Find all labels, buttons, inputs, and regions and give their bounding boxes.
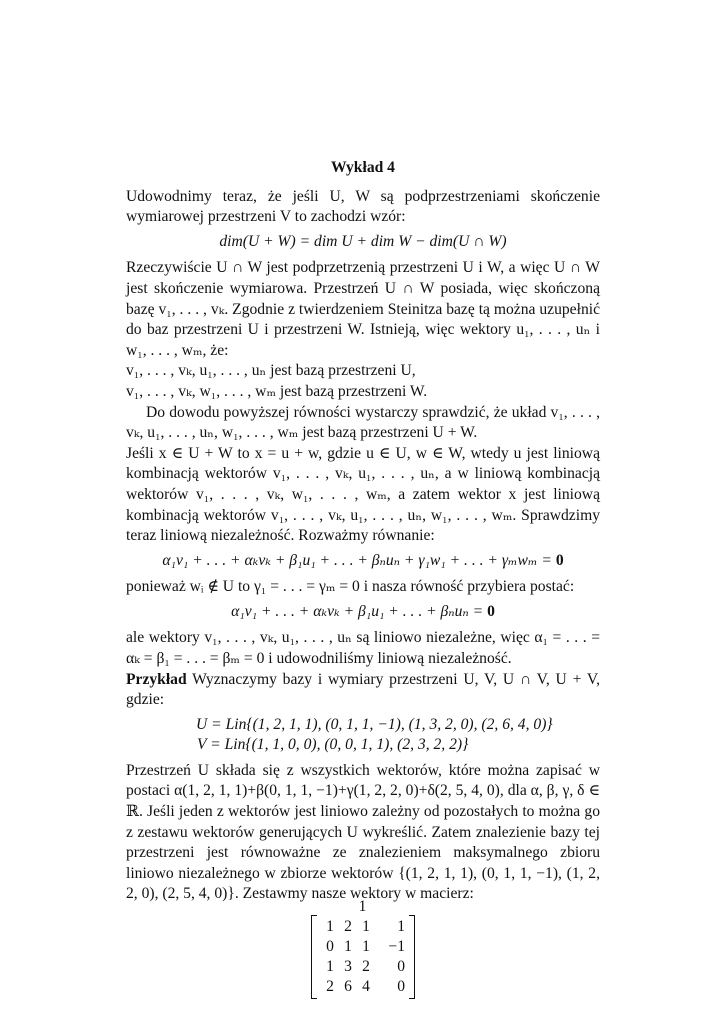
space-v-definition: V = Lin{(1, 1, 0, 0), (0, 0, 1, 1), (2, 3, 2, 2)} <box>197 735 469 753</box>
matrix-row <box>321 957 405 977</box>
linear-combination-equation <box>126 551 600 572</box>
dimension-formula: dim(U + W) = dim U + dim W − dim(U ∩ W) <box>219 232 507 250</box>
zero-vector-2: 0 <box>487 602 495 620</box>
matrix-cell: 1 <box>362 918 370 935</box>
example-explanation: Przestrzeń U składa się z wszystkich wektorów, które można zapisać w postaci α(1, 2, 1, 1)+β(0, 1, 1, −1)+γ(1, 2, 2, 0)+δ(2, 5, 4, 0), dla α, β, γ, δ ∈ ℝ. Jeśli jeden z wektorów jest liniowo zależny od pozostałych to można go z zestawu wektorów generujących U wykreślić. Zatem znalezienie bazy tej przestrzeni jest równoważne ze znalezieniem maksymalnego zbioru liniowo niezależnego w zbiorze wektorów {(1, 2, 1, 1), (0, 1, 1, −1), (1, 2, 2, 0), (2, 5, 4, 0)}. Zestawmy nasze wektory w macierz: <box>126 761 600 903</box>
proof-paragraph-4: ponieważ wᵢ ∉ U to γ₁ = . . . = γₘ = 0 i nasza równość przybiera postać: <box>126 578 575 596</box>
example-label: Przykład <box>126 670 187 688</box>
matrix-cell: 1 <box>397 918 405 935</box>
page-number: 1 <box>358 898 367 915</box>
matrix-row <box>321 917 405 937</box>
matrix-container <box>126 915 600 999</box>
matrix-cell: 0 <box>326 938 334 955</box>
space-definitions <box>196 715 600 755</box>
proof-conclusion: ale wektory v₁, . . . , vₖ, u₁, . . . , uₙ są liniowo niezależne, więc α₁ = . . . = αₖ = β₁ = . . . = βₘ = 0 i udowodniliśmy liniową niezależność. <box>126 629 600 668</box>
matrix-cell: 1 <box>362 938 370 955</box>
matrix-cell: 0 <box>397 958 405 975</box>
example-paragraph <box>126 670 600 711</box>
proof-paragraph-3: Jeśli x ∈ U + W to x = u + w, gdzie u ∈ U, w ∈ W, wtedy u jest liniową kombinacją wektorów v₁, . . . , vₖ, u₁, . . . , uₙ, a w liniową kombinacją wektorów v₁, . . . , vₖ, w₁, . . . , wₘ, a zatem wektor x jest liniową kombinacją wektorów v₁, . . . , vₖ, u₁, . . . , uₙ, w₁, . . . , wₘ. Sprawdzimy teraz liniową niezależność. Rozważmy równanie: <box>126 444 600 545</box>
matrix-row <box>321 977 405 997</box>
equation-3-text: α₁v₁ + . . . + αₖvₖ + β₁u₁ + . . . + βₙuₙ = <box>231 602 488 620</box>
matrix-cell: 1 <box>326 958 334 975</box>
proof-paragraph-1: Rzeczywiście U ∩ W jest podprzetrzenią przestrzeni U i W, a więc U ∩ W jest skończenie wymiarowa. Przestrzeń U ∩ W posiada, więc skończoną bazę v₁, . . . , vₖ. Zgodnie z twierdzeniem Steinitza bazę tą można uzupełnić do baz przestrzeni U i przestrzeni W. Istnieją, więc wektory u₁, . . . , uₙ i w₁, . . . , wₘ, że: <box>126 259 600 359</box>
matrix-cell: 0 <box>397 978 405 995</box>
matrix-row <box>321 937 405 957</box>
basis-line-w: v₁, . . . , vₖ, w₁, . . . , wₘ jest bazą przestrzeni W. <box>126 382 428 400</box>
zero-vector: 0 <box>555 551 564 569</box>
intro-paragraph: Udowodnimy teraz, że jeśli U, W są podprzestrzeniami skończenie wymiarowej przestrzeni V to zachodzi wzór: <box>126 187 600 226</box>
basis-line-u: v₁, . . . , vₖ, u₁, . . . , uₙ jest bazą przestrzeni U, <box>126 362 416 380</box>
space-u-definition: U = Lin{(1, 2, 1, 1), (0, 1, 1, −1), (1, 3, 2, 0), (2, 6, 4, 0)} <box>196 715 553 733</box>
reduced-equation <box>126 602 600 623</box>
vector-matrix <box>311 915 415 999</box>
matrix-cell: 3 <box>344 958 352 975</box>
matrix-cell: 2 <box>326 978 334 995</box>
matrix-cell: 6 <box>344 978 352 995</box>
page-content <box>126 158 600 999</box>
matrix-cell: −1 <box>388 938 405 955</box>
matrix-cell: 4 <box>362 978 370 995</box>
equation-2-text: α₁v₁ + . . . + αₖvₖ + β₁u₁ + . . . + βₙuₙ + γ₁w₁ + . . . + γₘwₘ = <box>162 551 556 569</box>
matrix-cell: 2 <box>362 958 370 975</box>
lecture-title: Wykład 4 <box>331 159 395 176</box>
proof-paragraph-2: Do dowodu powyższej równości wystarczy sprawdzić, że układ v₁, . . . , vₖ, u₁, . . . , uₙ, w₁, . . . , wₘ jest bazą przestrzeni U + W. <box>126 403 600 442</box>
matrix-cell: 1 <box>344 938 352 955</box>
matrix-cell: 2 <box>344 918 352 935</box>
example-text: Wyznaczymy bazy i wymiary przestrzeni U, V, U ∩ V, U + V, gdzie: <box>126 670 600 709</box>
matrix-cell: 1 <box>326 918 334 935</box>
